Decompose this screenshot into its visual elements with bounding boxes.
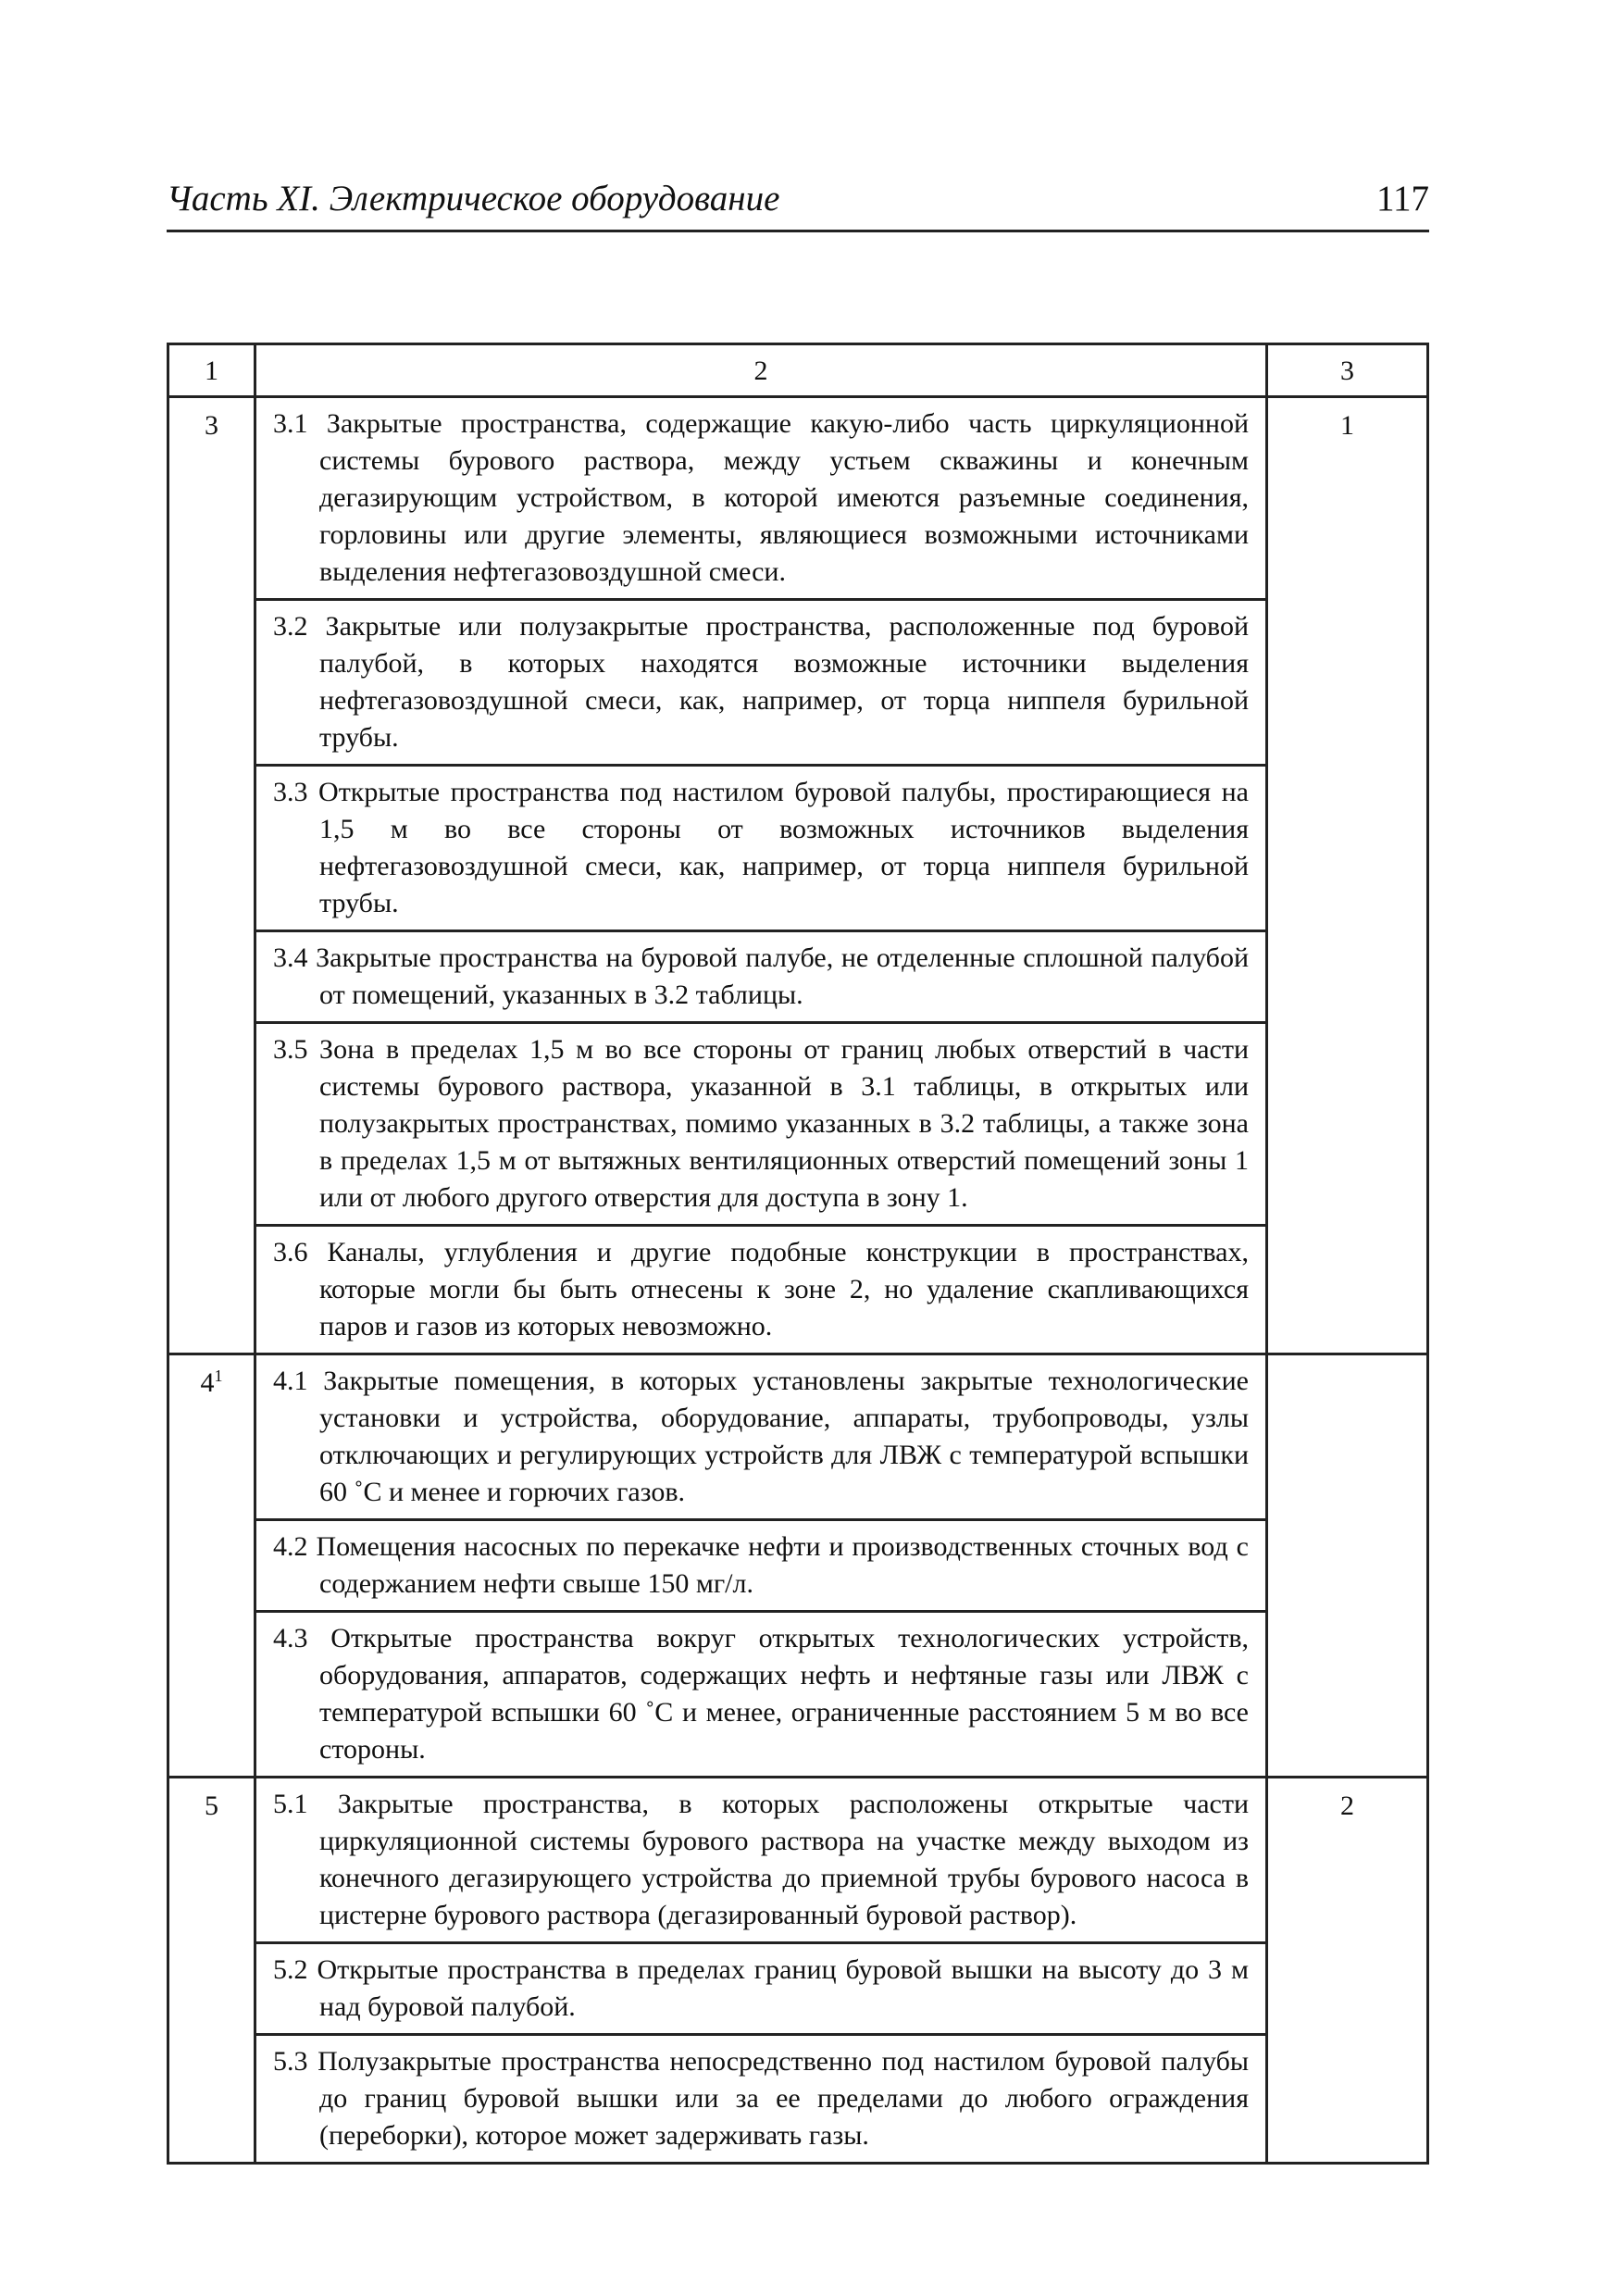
space-description: 4.3 Открытые пространства вокруг открытых технологических устройств, оборудования, аппаратов, содержащих нефть и нефтяные газы или ЛВЖ с температурой вспышки 60 ˚С и менее, ограниченные расстоянием 5 м во все стороны. <box>273 1623 1249 1765</box>
space-description-cell <box>255 1520 1267 1612</box>
zone-footnote-mark: 1 <box>214 1366 223 1385</box>
space-description: 3.6 Каналы, углубления и другие подобные конструкции в пространствах, которые могли бы быть отнесены к зоне 2, но удаление скапливающихся паров и газов из которых невозможно. <box>273 1237 1249 1341</box>
zones-table <box>167 343 1429 2165</box>
column-header: 1 <box>168 344 255 397</box>
zone-number: 5 <box>205 1791 218 1821</box>
space-description-cell <box>255 1612 1267 1778</box>
space-description-cell <box>255 1943 1267 2035</box>
space-description-cell <box>255 1354 1267 1520</box>
table-row <box>168 1023 1428 1226</box>
hazard-class: 2 <box>1340 1791 1354 1821</box>
space-description: 3.2 Закрытые или полузакрытые пространства, расположенные под буровой палубой, в которых находятся возможные источники выделения нефтегазовоздушной смеси, как, например, от торца ниппеля бурильной трубы. <box>273 611 1249 753</box>
table-row <box>168 1612 1428 1778</box>
zone-number: 4 <box>200 1367 215 1398</box>
space-description: 3.5 Зона в пределах 1,5 м во все стороны от границ любых отверстий в части системы бурового раствора, указанной в 3.1 таблицы, в открытых или полузакрытых пространствах, помимо указанных в 3.2 таблицы, а также зона в пределах 1,5 м от вытяжных вентиляционных отверстий помещений зоны 1 или от любого другого отверстия для доступа в зону 1. <box>273 1034 1249 1213</box>
zone-number: 3 <box>205 410 218 441</box>
space-description-cell <box>255 1226 1267 1354</box>
table-row <box>168 2035 1428 2164</box>
hazard-class-cell <box>1267 397 1428 1354</box>
running-header <box>167 174 1429 232</box>
hazard-class-cell <box>1267 1778 1428 2164</box>
table-header-row <box>168 344 1428 397</box>
page-number: 117 <box>1375 179 1429 218</box>
space-description: 5.1 Закрытые пространства, в которых расположены открытые части циркуляционной системы бурового раствора на участке между выходом из конечного дегазирующего устройства до приемной трубы бурового насоса в цистерне бурового раствора (дегазированный буровой раствор). <box>273 1789 1249 1930</box>
zone-number-cell <box>168 397 255 1354</box>
space-description: 4.1 Закрытые помещения, в которых установлены закрытые технологические установки и устройства, оборудование, аппараты, трубопроводы, узлы отключающих и регулирующих устройств для ЛВЖ с температурой вспышки 60 ˚С и менее и горючих газов. <box>273 1366 1249 1507</box>
space-description: 3.1 Закрытые пространства, содержащие какую-либо часть циркуляционной системы бурового раствора, между устьем скважины и конечным дегазирующим устройством, в которой имеются разъемные соединения, горловины или другие элементы, являющиеся возможными источниками выделения нефтегазовоздушной смеси. <box>273 408 1249 587</box>
table-row <box>168 397 1428 600</box>
space-description-cell <box>255 1778 1267 1943</box>
space-description: 5.2 Открытые пространства в пределах границ буровой вышки на высоту до 3 м над буровой палубой. <box>273 1954 1249 2022</box>
table-row <box>168 1943 1428 2035</box>
space-description: 4.2 Помещения насосных по перекачке нефти и производственных сточных вод с содержанием нефти свыше 150 мг/л. <box>273 1531 1249 1599</box>
table-row <box>168 931 1428 1023</box>
table-row <box>168 766 1428 931</box>
hazard-class-cell <box>1267 1354 1428 1778</box>
space-description: 5.3 Полузакрытые пространства непосредственно под настилом буровой палубы до границ буровой вышки или за ее пределами до любого ограждения (переборки), которое может задерживать газы. <box>273 2046 1249 2151</box>
table-row <box>168 1226 1428 1354</box>
column-header: 2 <box>255 344 1267 397</box>
zone-number-cell <box>168 1778 255 2164</box>
table-row <box>168 1354 1428 1520</box>
space-description-cell <box>255 766 1267 931</box>
space-description-cell <box>255 1023 1267 1226</box>
column-header: 3 <box>1267 344 1428 397</box>
table-row <box>168 600 1428 766</box>
space-description-cell <box>255 931 1267 1023</box>
space-description: 3.4 Закрытые пространства на буровой палубе, не отделенные сплошной палубой от помещений, указанных в 3.2 таблицы. <box>273 942 1249 1010</box>
hazard-class: 1 <box>1340 410 1354 441</box>
table-body <box>168 397 1428 2164</box>
zone-number-cell <box>168 1354 255 1778</box>
space-description-cell <box>255 2035 1267 2164</box>
space-description-cell <box>255 397 1267 600</box>
running-title: Часть XI. Электрическое оборудование <box>167 179 780 218</box>
table-row <box>168 1520 1428 1612</box>
space-description: 3.3 Открытые пространства под настилом буровой палубы, простирающиеся на 1,5 м во все стороны от возможных источников выделения нефтегазовоздушной смеси, как, например, от торца ниппеля бурильной трубы. <box>273 777 1249 918</box>
space-description-cell <box>255 600 1267 766</box>
table-row <box>168 1778 1428 1943</box>
